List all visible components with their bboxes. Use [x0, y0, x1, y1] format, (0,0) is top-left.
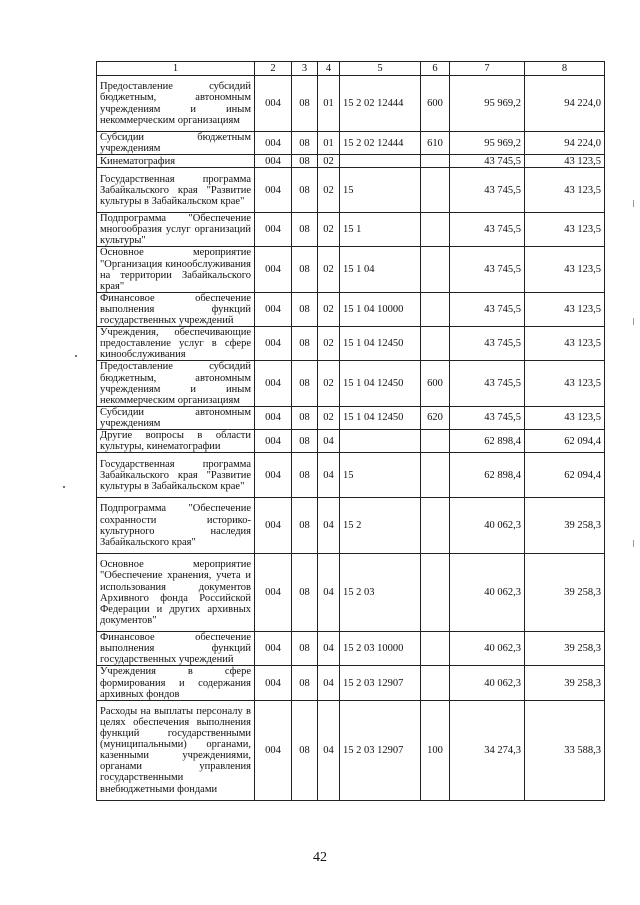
- table-row: [97, 155, 605, 168]
- expense-type-cell: 620: [421, 406, 450, 429]
- amount-year2-cell: 43 123,5: [525, 292, 605, 326]
- ministry-code-cell: 004: [255, 429, 292, 452]
- table-row: [97, 327, 605, 361]
- amount-year2-cell: 43 123,5: [525, 155, 605, 168]
- table-row: [97, 361, 605, 406]
- amount-year2-cell: 62 094,4: [525, 429, 605, 452]
- header-cell: 5: [340, 62, 421, 76]
- expense-type-cell: [421, 666, 450, 700]
- amount-year2-cell: 43 123,5: [525, 361, 605, 406]
- row-name-cell: Государственная программа Забайкальского края "Развитие культуры в Забайкальском крае": [97, 453, 255, 498]
- subsection-code-cell: 02: [318, 247, 340, 292]
- target-article-cell: 15 1 04 10000: [340, 292, 421, 326]
- target-article-cell: [340, 155, 421, 168]
- ministry-code-cell: 004: [255, 453, 292, 498]
- header-cell: 6: [421, 62, 450, 76]
- subsection-code-cell: 04: [318, 429, 340, 452]
- target-article-cell: 15 1: [340, 213, 421, 247]
- row-name-cell: Субсидии автономным учреждениям: [97, 406, 255, 429]
- expense-type-cell: [421, 292, 450, 326]
- amount-year1-cell: 34 274,3: [450, 700, 525, 800]
- section-code-cell: 08: [292, 155, 318, 168]
- amount-year1-cell: 43 745,5: [450, 213, 525, 247]
- row-name-cell: Другие вопросы в области культуры, кинематографии: [97, 429, 255, 452]
- ministry-code-cell: 004: [255, 498, 292, 554]
- scan-edge-mark: [633, 318, 634, 325]
- section-code-cell: 08: [292, 168, 318, 213]
- target-article-cell: 15 2: [340, 498, 421, 554]
- row-name-cell: Финансовое обеспечение выполнения функций государственных учреждений: [97, 632, 255, 666]
- row-name-cell: Учреждения, обеспечивающие предоставление услуг в сфере кинообслуживания: [97, 327, 255, 361]
- target-article-cell: 15 1 04 12450: [340, 327, 421, 361]
- subsection-code-cell: 02: [318, 327, 340, 361]
- amount-year2-cell: 33 588,3: [525, 700, 605, 800]
- section-code-cell: 08: [292, 213, 318, 247]
- amount-year2-cell: 39 258,3: [525, 632, 605, 666]
- table-row: [97, 632, 605, 666]
- header-cell: 4: [318, 62, 340, 76]
- subsection-code-cell: 04: [318, 498, 340, 554]
- section-code-cell: 08: [292, 247, 318, 292]
- amount-year1-cell: 62 898,4: [450, 453, 525, 498]
- target-article-cell: [340, 429, 421, 452]
- amount-year2-cell: 62 094,4: [525, 453, 605, 498]
- target-article-cell: 15 2 03 10000: [340, 632, 421, 666]
- table-row: [97, 247, 605, 292]
- section-code-cell: 08: [292, 429, 318, 452]
- amount-year2-cell: 43 123,5: [525, 406, 605, 429]
- subsection-code-cell: 02: [318, 168, 340, 213]
- ministry-code-cell: 004: [255, 700, 292, 800]
- row-name-cell: Основное мероприятие "Организация кинообслуживания на территории Забайкальского края": [97, 247, 255, 292]
- amount-year1-cell: 95 969,2: [450, 76, 525, 132]
- table-row: [97, 168, 605, 213]
- section-code-cell: 08: [292, 554, 318, 632]
- expense-type-cell: [421, 168, 450, 213]
- ministry-code-cell: 004: [255, 132, 292, 155]
- budget-table: [96, 61, 605, 801]
- section-code-cell: 08: [292, 453, 318, 498]
- ministry-code-cell: 004: [255, 327, 292, 361]
- section-code-cell: 08: [292, 700, 318, 800]
- expense-type-cell: [421, 155, 450, 168]
- amount-year2-cell: 39 258,3: [525, 498, 605, 554]
- subsection-code-cell: 01: [318, 132, 340, 155]
- section-code-cell: 08: [292, 361, 318, 406]
- row-name-cell: Кинематография: [97, 155, 255, 168]
- target-article-cell: 15: [340, 453, 421, 498]
- amount-year1-cell: 62 898,4: [450, 429, 525, 452]
- expense-type-cell: 610: [421, 132, 450, 155]
- amount-year2-cell: 43 123,5: [525, 213, 605, 247]
- header-cell: 7: [450, 62, 525, 76]
- row-name-cell: Субсидии бюджетным учреждениям: [97, 132, 255, 155]
- subsection-code-cell: 01: [318, 76, 340, 132]
- row-name-cell: Учреждения в сфере формирования и содержания архивных фондов: [97, 666, 255, 700]
- expense-type-cell: [421, 327, 450, 361]
- subsection-code-cell: 02: [318, 213, 340, 247]
- ministry-code-cell: 004: [255, 76, 292, 132]
- row-name-cell: Предоставление субсидий бюджетным, автономным учреждениям и иным некоммерческим организациям: [97, 361, 255, 406]
- amount-year1-cell: 95 969,2: [450, 132, 525, 155]
- expense-type-cell: [421, 247, 450, 292]
- target-article-cell: 15 2 03: [340, 554, 421, 632]
- expense-type-cell: 600: [421, 361, 450, 406]
- section-code-cell: 08: [292, 406, 318, 429]
- amount-year1-cell: 40 062,3: [450, 554, 525, 632]
- header-cell: 2: [255, 62, 292, 76]
- target-article-cell: 15 1 04 12450: [340, 361, 421, 406]
- subsection-code-cell: 02: [318, 406, 340, 429]
- subsection-code-cell: 04: [318, 700, 340, 800]
- section-code-cell: 08: [292, 666, 318, 700]
- target-article-cell: 15 2 03 12907: [340, 666, 421, 700]
- subsection-code-cell: 02: [318, 292, 340, 326]
- target-article-cell: 15 1 04: [340, 247, 421, 292]
- row-name-cell: Основное мероприятие "Обеспечение хранения, учета и использования документов Архивного фонда Российской Федерации и других архивных документов": [97, 554, 255, 632]
- expense-type-cell: 600: [421, 76, 450, 132]
- table-row: [97, 453, 605, 498]
- ministry-code-cell: 004: [255, 632, 292, 666]
- amount-year1-cell: 40 062,3: [450, 498, 525, 554]
- scan-speck: [63, 486, 65, 488]
- row-name-cell: Расходы на выплаты персоналу в целях обеспечения выполнения функций государственными (муниципальными) органами, казенными учреждениями, органами управления государственными внебюджетными фондами: [97, 700, 255, 800]
- ministry-code-cell: 004: [255, 361, 292, 406]
- amount-year2-cell: 39 258,3: [525, 666, 605, 700]
- amount-year2-cell: 43 123,5: [525, 168, 605, 213]
- target-article-cell: 15: [340, 168, 421, 213]
- ministry-code-cell: 004: [255, 554, 292, 632]
- table-row: [97, 132, 605, 155]
- target-article-cell: 15 2 02 12444: [340, 76, 421, 132]
- target-article-cell: 15 2 03 12907: [340, 700, 421, 800]
- section-code-cell: 08: [292, 498, 318, 554]
- target-article-cell: 15 1 04 12450: [340, 406, 421, 429]
- amount-year2-cell: 39 258,3: [525, 554, 605, 632]
- amount-year2-cell: 94 224,0: [525, 76, 605, 132]
- expense-type-cell: [421, 554, 450, 632]
- expense-type-cell: [421, 498, 450, 554]
- header-cell: 8: [525, 62, 605, 76]
- scan-speck: [75, 355, 77, 357]
- table-row: [97, 700, 605, 800]
- scan-edge-mark: [633, 540, 634, 547]
- expense-type-cell: [421, 453, 450, 498]
- amount-year1-cell: 43 745,5: [450, 406, 525, 429]
- subsection-code-cell: 04: [318, 554, 340, 632]
- subsection-code-cell: 02: [318, 155, 340, 168]
- amount-year1-cell: 43 745,5: [450, 247, 525, 292]
- subsection-code-cell: 04: [318, 453, 340, 498]
- ministry-code-cell: 004: [255, 406, 292, 429]
- row-name-cell: Подпрограмма "Обеспечение сохранности историко-культурного наследия Забайкальского края": [97, 498, 255, 554]
- expense-type-cell: 100: [421, 700, 450, 800]
- section-code-cell: 08: [292, 292, 318, 326]
- table-row: [97, 292, 605, 326]
- row-name-cell: Финансовое обеспечение выполнения функций государственных учреждений: [97, 292, 255, 326]
- amount-year1-cell: 43 745,5: [450, 155, 525, 168]
- ministry-code-cell: 004: [255, 155, 292, 168]
- row-name-cell: Предоставление субсидий бюджетным, автономным учреждениям и иным некоммерческим организациям: [97, 76, 255, 132]
- expense-type-cell: [421, 213, 450, 247]
- ministry-code-cell: 004: [255, 213, 292, 247]
- row-name-cell: Подпрограмма "Обеспечение многообразия услуг организаций культуры": [97, 213, 255, 247]
- amount-year1-cell: 43 745,5: [450, 361, 525, 406]
- target-article-cell: 15 2 02 12444: [340, 132, 421, 155]
- header-cell: 3: [292, 62, 318, 76]
- table-row: [97, 554, 605, 632]
- table-row: [97, 406, 605, 429]
- amount-year1-cell: 43 745,5: [450, 292, 525, 326]
- row-name-cell: Государственная программа Забайкальского края "Развитие культуры в Забайкальском крае": [97, 168, 255, 213]
- amount-year1-cell: 40 062,3: [450, 632, 525, 666]
- subsection-code-cell: 04: [318, 632, 340, 666]
- table-row: [97, 213, 605, 247]
- ministry-code-cell: 004: [255, 292, 292, 326]
- amount-year2-cell: 43 123,5: [525, 327, 605, 361]
- ministry-code-cell: 004: [255, 168, 292, 213]
- ministry-code-cell: 004: [255, 247, 292, 292]
- table-row: [97, 666, 605, 700]
- page-number: 42: [313, 850, 327, 865]
- table-body: [97, 76, 605, 801]
- amount-year2-cell: 94 224,0: [525, 132, 605, 155]
- section-code-cell: 08: [292, 76, 318, 132]
- amount-year1-cell: 40 062,3: [450, 666, 525, 700]
- table-row: [97, 429, 605, 452]
- section-code-cell: 08: [292, 327, 318, 361]
- expense-type-cell: [421, 429, 450, 452]
- ministry-code-cell: 004: [255, 666, 292, 700]
- amount-year1-cell: 43 745,5: [450, 327, 525, 361]
- section-code-cell: 08: [292, 632, 318, 666]
- amount-year1-cell: 43 745,5: [450, 168, 525, 213]
- expense-type-cell: [421, 632, 450, 666]
- table-header-row: [97, 62, 605, 76]
- scan-edge-mark: [633, 200, 634, 207]
- subsection-code-cell: 04: [318, 666, 340, 700]
- header-cell: 1: [97, 62, 255, 76]
- subsection-code-cell: 02: [318, 361, 340, 406]
- table-row: [97, 498, 605, 554]
- section-code-cell: 08: [292, 132, 318, 155]
- table-row: [97, 76, 605, 132]
- amount-year2-cell: 43 123,5: [525, 247, 605, 292]
